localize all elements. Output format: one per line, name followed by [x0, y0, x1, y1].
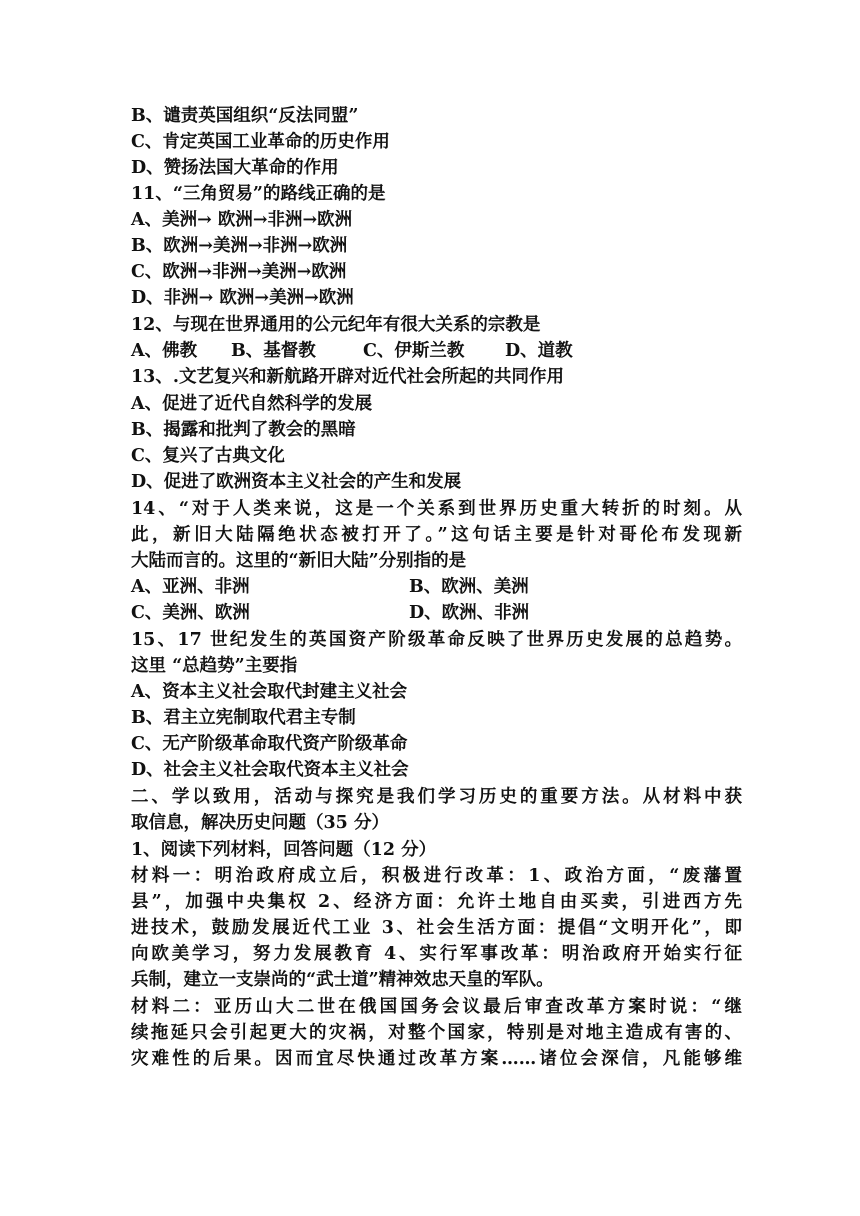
q14-stem-line-2: 此，新旧大陆隔绝状态被打开了。”这句话主要是针对哥伦布发现新 [131, 525, 742, 545]
q11-option-d: D、非洲→ 欧洲→美洲→欧洲 [131, 288, 354, 308]
section2-q1-stem: 1、阅读下列材料，回答问题（12 分） [131, 840, 437, 860]
q13-option-a: A、促进了近代自然科学的发展 [131, 394, 373, 414]
q15-stem-line-1: 15、17 世纪发生的英国资产阶级革命反映了世界历史发展的总趋势。 [131, 630, 742, 650]
q12-option-d: D、道教 [505, 341, 573, 361]
material1-line-1: 材料一：明治政府成立后，积极进行改革：1、政治方面，“废藩置 [131, 866, 742, 886]
q14-stem-line-1: 14、“对于人类来说，这是一个关系到世界历史重大转折的时刻。从 [131, 499, 742, 519]
material1-line-5: 兵制，建立一支崇尚的“武士道”精神效忠天皇的军队。 [131, 970, 554, 990]
q10-option-b: B、谴责英国组织“反法同盟” [131, 106, 359, 126]
q10-option-c: C、肯定英国工业革命的历史作用 [131, 132, 390, 152]
material1-line-3: 进技术，鼓励发展近代工业 3、社会生活方面：提倡“文明开化”，即 [131, 918, 742, 938]
material1-line-4: 向欧美学习，努力发展教育 4、实行军事改革：明治政府开始实行征 [131, 944, 742, 964]
section2-heading-line-2: 取信息，解决历史问题（35 分） [131, 813, 389, 833]
q10-option-d: D、赞扬法国大革命的作用 [131, 158, 339, 178]
q11-stem: 11、“三角贸易”的路线正确的是 [131, 184, 386, 204]
q15-option-a: A、资本主义社会取代封建主义社会 [131, 682, 408, 702]
q13-option-c: C、复兴了古典文化 [131, 446, 285, 466]
q12-option-c: C、伊斯兰教 [363, 341, 465, 361]
q14-option-b: B、欧洲、美洲 [409, 577, 529, 597]
q14-options-row-2 [131, 600, 751, 626]
q14-option-c: C、美洲、欧洲 [131, 603, 250, 623]
q12-options-row [131, 338, 751, 364]
material2-line-3: 灾难性的后果。因而宜尽快通过改革方案……诸位会深信，凡能够维 [131, 1049, 742, 1069]
q11-option-c: C、欧洲→非洲→美洲→欧洲 [131, 262, 347, 282]
q14-option-a: A、亚洲、非洲 [131, 577, 250, 597]
q15-option-c: C、无产阶级革命取代资产阶级革命 [131, 734, 408, 754]
q12-option-a: A、佛教 [131, 341, 198, 361]
material1-line-2: 县”，加强中央集权 2、经济方面：允许土地自由买卖，引进西方先 [131, 892, 742, 912]
q13-option-b: B、揭露和批判了教会的黑暗 [131, 420, 356, 440]
q11-option-a: A、美洲→ 欧洲→非洲→欧洲 [131, 210, 353, 230]
q14-options-row-1 [131, 574, 751, 600]
q14-stem-line-3: 大陆而言的。这里的“新旧大陆”分别指的是 [131, 551, 467, 571]
q15-stem-line-2: 这里 “总趋势”主要指 [131, 656, 298, 676]
q13-option-d: D、促进了欧洲资本主义社会的产生和发展 [131, 472, 462, 492]
q15-option-d: D、社会主义社会取代资本主义社会 [131, 760, 409, 780]
q12-stem: 12、与现在世界通用的公元纪年有很大关系的宗教是 [131, 315, 541, 335]
material2-line-1: 材料二：亚历山大二世在俄国国务会议最后审查改革方案时说：“继 [131, 997, 742, 1017]
q12-option-b: B、基督教 [231, 341, 316, 361]
section2-heading-line-1: 二、学以致用，活动与探究是我们学习历史的重要方法。从材料中获 [131, 787, 742, 807]
q13-stem: 13、.文艺复兴和新航路开辟对近代社会所起的共同作用 [131, 367, 564, 387]
q15-option-b: B、君主立宪制取代君主专制 [131, 708, 356, 728]
material2-line-2: 续拖延只会引起更大的灾祸，对整个国家，特别是对地主造成有害的、 [131, 1023, 742, 1043]
q14-option-d: D、欧洲、非洲 [409, 603, 530, 623]
q11-option-b: B、欧洲→美洲→非洲→欧洲 [131, 236, 348, 256]
